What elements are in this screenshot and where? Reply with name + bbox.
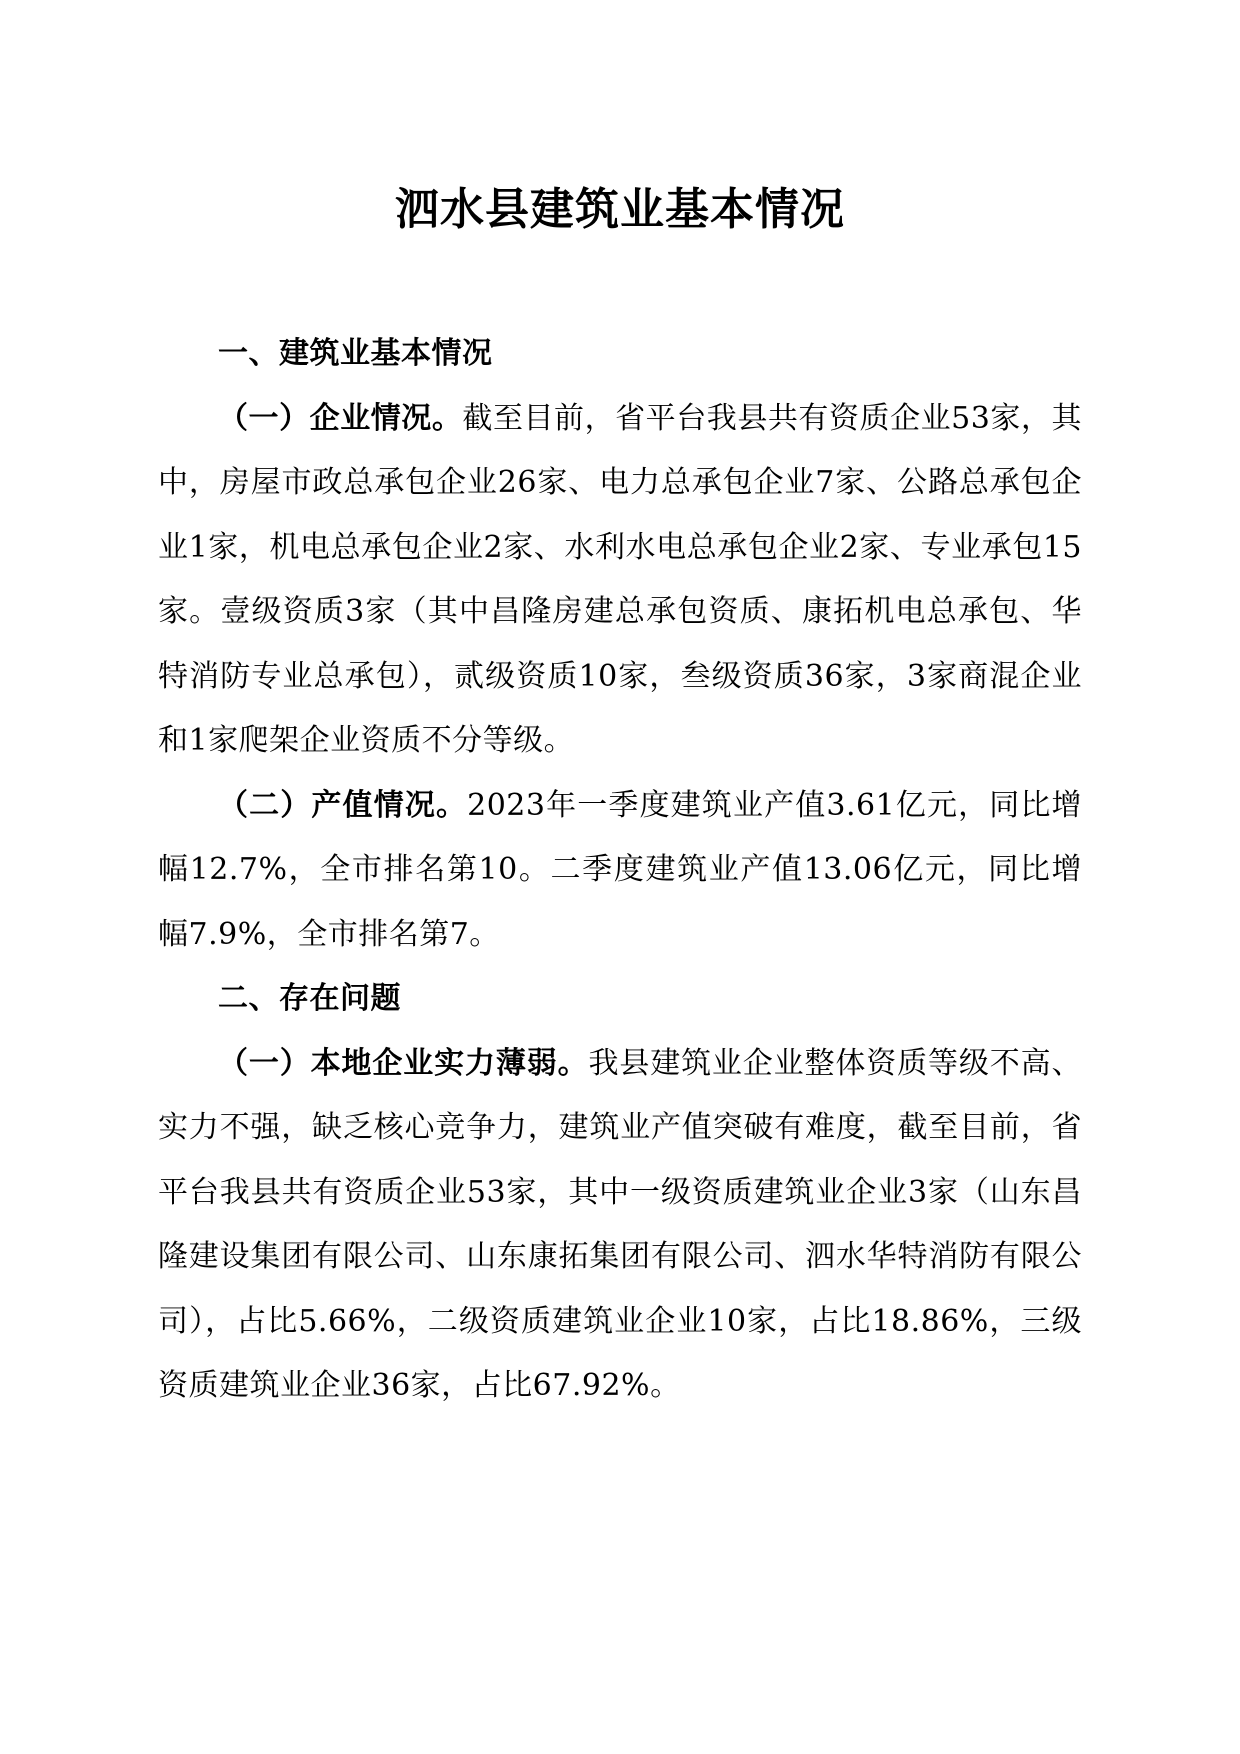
paragraph-lead: （一）企业情况。: [218, 400, 463, 436]
section-heading-2: 二、存在问题: [218, 981, 401, 1016]
section-heading-1: 一、建筑业基本情况: [218, 336, 493, 371]
paragraph-output-value: [158, 774, 1082, 968]
paragraph-text: 截至目前，省平台我县共有资质企业53家，其中，房屋市政总承包企业26家、电力总承包企业7家、公路总承包企业1家，机电总承包企业2家、水利水电总承包企业2家、专业承包15家。壹级资质3家（其中昌隆房建总承包资质、康拓机电总承包、华特消防专业总承包），贰级资质10家，叁级资质36家，3家商混企业和1家爬架企业资质不分等级。: [158, 400, 1082, 758]
document-body: [158, 322, 1082, 1419]
paragraph-local-enterprise-weakness: [158, 1032, 1082, 1419]
paragraph-text: 我县建筑业企业整体资质等级不高、实力不强，缺乏核心竞争力，建筑业产值突破有难度，截至目前，省平台我县共有资质企业53家，其中一级资质建筑业企业3家（山东昌隆建设集团有限公司、山东康拓集团有限公司、泗水华特消防有限公司），占比5.66%，二级资质建筑业企业10家，占比18.86%，三级资质建筑业企业36家，占比67.92%。: [158, 1045, 1083, 1403]
paragraph-lead: （一）本地企业实力薄弱。: [218, 1045, 589, 1081]
document-title: 泗水县建筑业基本情况: [395, 184, 845, 235]
paragraph-lead: （二）产值情况。: [218, 787, 468, 823]
paragraph-enterprise-situation: [158, 387, 1082, 774]
paragraph-text: 2023年一季度建筑业产值3.61亿元，同比增幅12.7%，全市排名第10。二季度建筑业产值13.06亿元，同比增幅7.9%，全市排名第7。: [158, 787, 1082, 952]
